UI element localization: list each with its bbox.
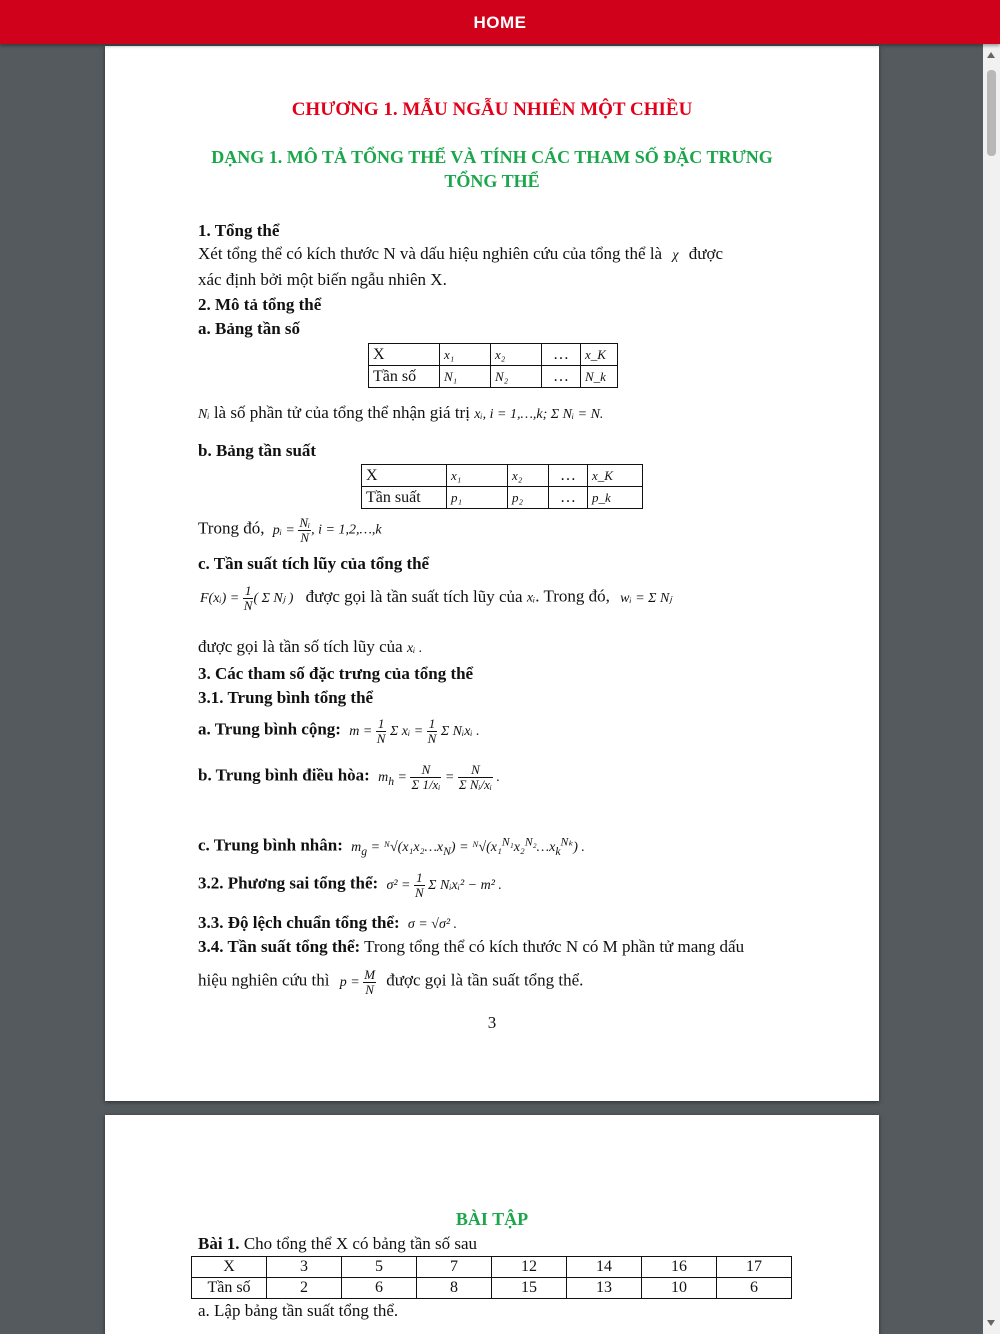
section-title-line2: TỔNG THỂ: [444, 171, 540, 191]
variance-line: [198, 871, 502, 900]
table-cell: X: [362, 465, 447, 487]
heading-3-4: 3.4. Tần suất tổng thể:: [198, 937, 361, 956]
fraction: $\frac{N}{\text{Σ 1/xᵢ}}$: [411, 762, 441, 792]
chapter-title: CHƯƠNG 1. MẪU NGẪU NHIÊN MỘT CHIỀU: [291, 99, 693, 120]
table-cell: x₂: [491, 344, 542, 366]
fraction: $\frac{1}{N}$: [376, 716, 386, 746]
paragraph-5-text: được gọi là tần số tích lũy của: [198, 637, 403, 656]
scrollbar-thumb[interactable]: [987, 70, 996, 156]
formula-p-i: pᵢ = $\frac{\text{Nᵢ}}{N}$: [272, 515, 311, 545]
paragraph-2-text: là số phần tử của tổng thể nhận giá trị: [213, 403, 470, 422]
table-cell: X: [369, 344, 440, 366]
table-cell: 17: [717, 1257, 792, 1278]
geometric-mean-line: [198, 834, 585, 857]
math-N-i: Nᵢ: [198, 407, 210, 422]
table-cell: 6: [342, 1278, 417, 1299]
table-cell: X: [192, 1257, 267, 1278]
table-cell: 14: [567, 1257, 642, 1278]
paragraph-1a: [198, 244, 723, 264]
relative-frequency-line: [198, 937, 744, 957]
table-cell: 7: [417, 1257, 492, 1278]
table-cell: p₂: [508, 487, 549, 509]
paragraph-3-4a: Trong tổng thể có kích thước N có M phần tử mang dấu: [364, 937, 745, 956]
fraction: $\frac{1}{N}$: [243, 583, 253, 613]
paragraph-1b: xác định bởi một biến ngẫu nhiên X.: [198, 270, 447, 289]
fraction: $\frac{N}{\text{Σ Nᵢ/xᵢ}}$: [458, 762, 492, 792]
heading-3-2: 3.2. Phương sai tổng thể:: [198, 873, 379, 893]
document-viewer[interactable]: [0, 44, 1000, 1334]
fraction: $\frac{1}{N}$: [427, 716, 437, 746]
frequency-table: [368, 343, 618, 388]
relative-frequency-table: [361, 464, 643, 509]
heading-3-3: 3.3. Độ lệch chuẩn tổng thể:: [198, 913, 400, 932]
formula-p: p = $\frac{M}{N}$: [339, 967, 376, 997]
fraction: $\frac{\text{Nᵢ}}{N}$: [299, 515, 311, 545]
formula-w: wᵢ = Σ Nⱼ: [620, 590, 672, 606]
table-row: [192, 1278, 792, 1299]
formula-variance: σ² = $\frac{1}{N}$ Σ Nᵢxᵢ² − m² .: [386, 870, 502, 900]
top-navigation-bar: [0, 0, 1000, 44]
harmonic-mean-line: [198, 763, 500, 792]
scroll-up-icon[interactable]: [987, 52, 995, 58]
table-cell: 12: [492, 1257, 567, 1278]
table-cell: …: [549, 487, 588, 509]
paragraph-2: [198, 403, 603, 423]
table-cell: Tần số: [369, 366, 440, 388]
table-cell: x₁: [440, 344, 491, 366]
heading-3: 3. Các tham số đặc trưng của tổng thể: [198, 664, 474, 683]
std-dev-line: [198, 913, 457, 933]
exercise-title: BÀI TẬP: [455, 1209, 529, 1229]
exercise-1-label: Bài 1.: [198, 1234, 240, 1253]
table-cell: 13: [567, 1278, 642, 1299]
table-cell: 5: [342, 1257, 417, 1278]
paragraph-5: [198, 637, 422, 657]
paragraph-1a-end: được: [688, 244, 724, 263]
relative-frequency-line-2: [198, 968, 583, 997]
scroll-down-icon[interactable]: [987, 1320, 995, 1326]
arithmetic-mean-line: [198, 717, 480, 746]
exercise-1-table: [191, 1256, 792, 1299]
heading-2b: b. Bảng tần suất: [198, 441, 317, 460]
heading-1: 1. Tổng thể: [198, 221, 280, 240]
table-cell: N₁: [440, 366, 491, 388]
heading-3-1a: a. Trung bình cộng:: [198, 719, 341, 739]
fraction: $\frac{1}{N}$: [415, 870, 424, 900]
table-cell: …: [542, 366, 581, 388]
table-cell: x₁: [447, 465, 508, 487]
table-cell: N₂: [491, 366, 542, 388]
math-sum-N: xᵢ, i = 1,…,k; Σ Nᵢ = N.: [474, 407, 604, 422]
table-cell: p₁: [447, 487, 508, 509]
table-row: [362, 465, 643, 487]
table-cell: 8: [417, 1278, 492, 1299]
exercise-1-item-a: a. Lập bảng tần suất tổng thể.: [198, 1301, 399, 1320]
table-cell: x_K: [588, 465, 643, 487]
math-x-i: xᵢ: [526, 590, 536, 606]
table-cell: x₂: [508, 465, 549, 487]
heading-2: 2. Mô tả tổng thể: [198, 295, 322, 314]
table-row: [369, 344, 618, 366]
table-cell: N_k: [581, 366, 618, 388]
formula-geometric-mean: $m_g$ = $ᴺ√(x_1x_2\dots x_N)$ = $ᴺ√(x_1^{N_1}x_2^{N_2}\dots x_k^{N_k})$ .: [351, 835, 585, 858]
table-cell: 15: [492, 1278, 567, 1299]
table-cell: 2: [267, 1278, 342, 1299]
formula-arithmetic-mean: m = $\frac{1}{N}$ Σ xᵢ = $\frac{1}{N}$ Σ Nᵢxᵢ .: [349, 716, 480, 746]
paragraph-4: [200, 584, 672, 613]
table-cell: …: [542, 344, 581, 366]
formula-harmonic-mean: $m_h$ = $\frac{N}{\text{Σ 1/xᵢ}}$ = $\frac{N}{\text{Σ Nᵢ/xᵢ}}$ .: [378, 762, 500, 792]
exercise-1-text: Cho tổng thể X có bảng tần số sau: [243, 1234, 478, 1253]
heading-2a: a. Bảng tần số: [198, 319, 301, 338]
paragraph-4-end: . Trong đó,: [535, 586, 610, 606]
heading-3-1: 3.1. Trung bình tổng thể: [198, 688, 374, 707]
table-cell: …: [549, 465, 588, 487]
vertical-scrollbar[interactable]: [983, 44, 1000, 1334]
table-row: [362, 487, 643, 509]
heading-3-1b: b. Trung bình điều hòa:: [198, 765, 370, 785]
exercise-1: [198, 1234, 477, 1254]
document-page-3: [105, 46, 879, 1101]
chi-symbol: χ: [672, 248, 679, 263]
heading-2c: c. Tần suất tích lũy của tổng thể: [198, 554, 430, 573]
paragraph-4-text: được gọi là tần suất tích lũy của: [305, 586, 523, 606]
math-x-i: xᵢ .: [406, 641, 423, 656]
formula-p-i-range: , i = 1,2,…,k: [311, 522, 382, 538]
home-link[interactable]: HOME: [473, 13, 527, 32]
table-row: [192, 1257, 792, 1278]
heading-3-1c: c. Trung bình nhân:: [198, 835, 343, 855]
paragraph-3-4b: hiệu nghiên cứu thì: [198, 970, 330, 990]
paragraph-3: [198, 516, 382, 545]
paragraph-1a-text: Xét tổng thể có kích thước N và dấu hiệu nghiên cứu của tổng thể là: [198, 244, 663, 263]
table-cell: Tần số: [192, 1278, 267, 1299]
section-title-line1: DẠNG 1. MÔ TẢ TỔNG THỂ VÀ TÍNH CÁC THAM SỐ ĐẶC TRƯNG: [211, 147, 773, 167]
table-row: [369, 366, 618, 388]
table-cell: 3: [267, 1257, 342, 1278]
fraction: $\frac{M}{N}$: [364, 967, 376, 997]
formula-std-dev: σ = √σ² .: [407, 917, 458, 932]
paragraph-3-text: Trong đó,: [198, 518, 265, 538]
formula-F: F(xᵢ) = $\frac{1}{N}$ ( Σ Nⱼ ): [200, 583, 294, 613]
table-cell: 6: [717, 1278, 792, 1299]
document-page-4: [105, 1115, 879, 1334]
table-cell: 16: [642, 1257, 717, 1278]
table-cell: p_k: [588, 487, 643, 509]
table-cell: Tần suất: [362, 487, 447, 509]
table-cell: 10: [642, 1278, 717, 1299]
paragraph-3-4b-end: được gọi là tần suất tổng thể.: [386, 970, 584, 990]
page-number: 3: [487, 1013, 497, 1032]
table-cell: x_K: [581, 344, 618, 366]
